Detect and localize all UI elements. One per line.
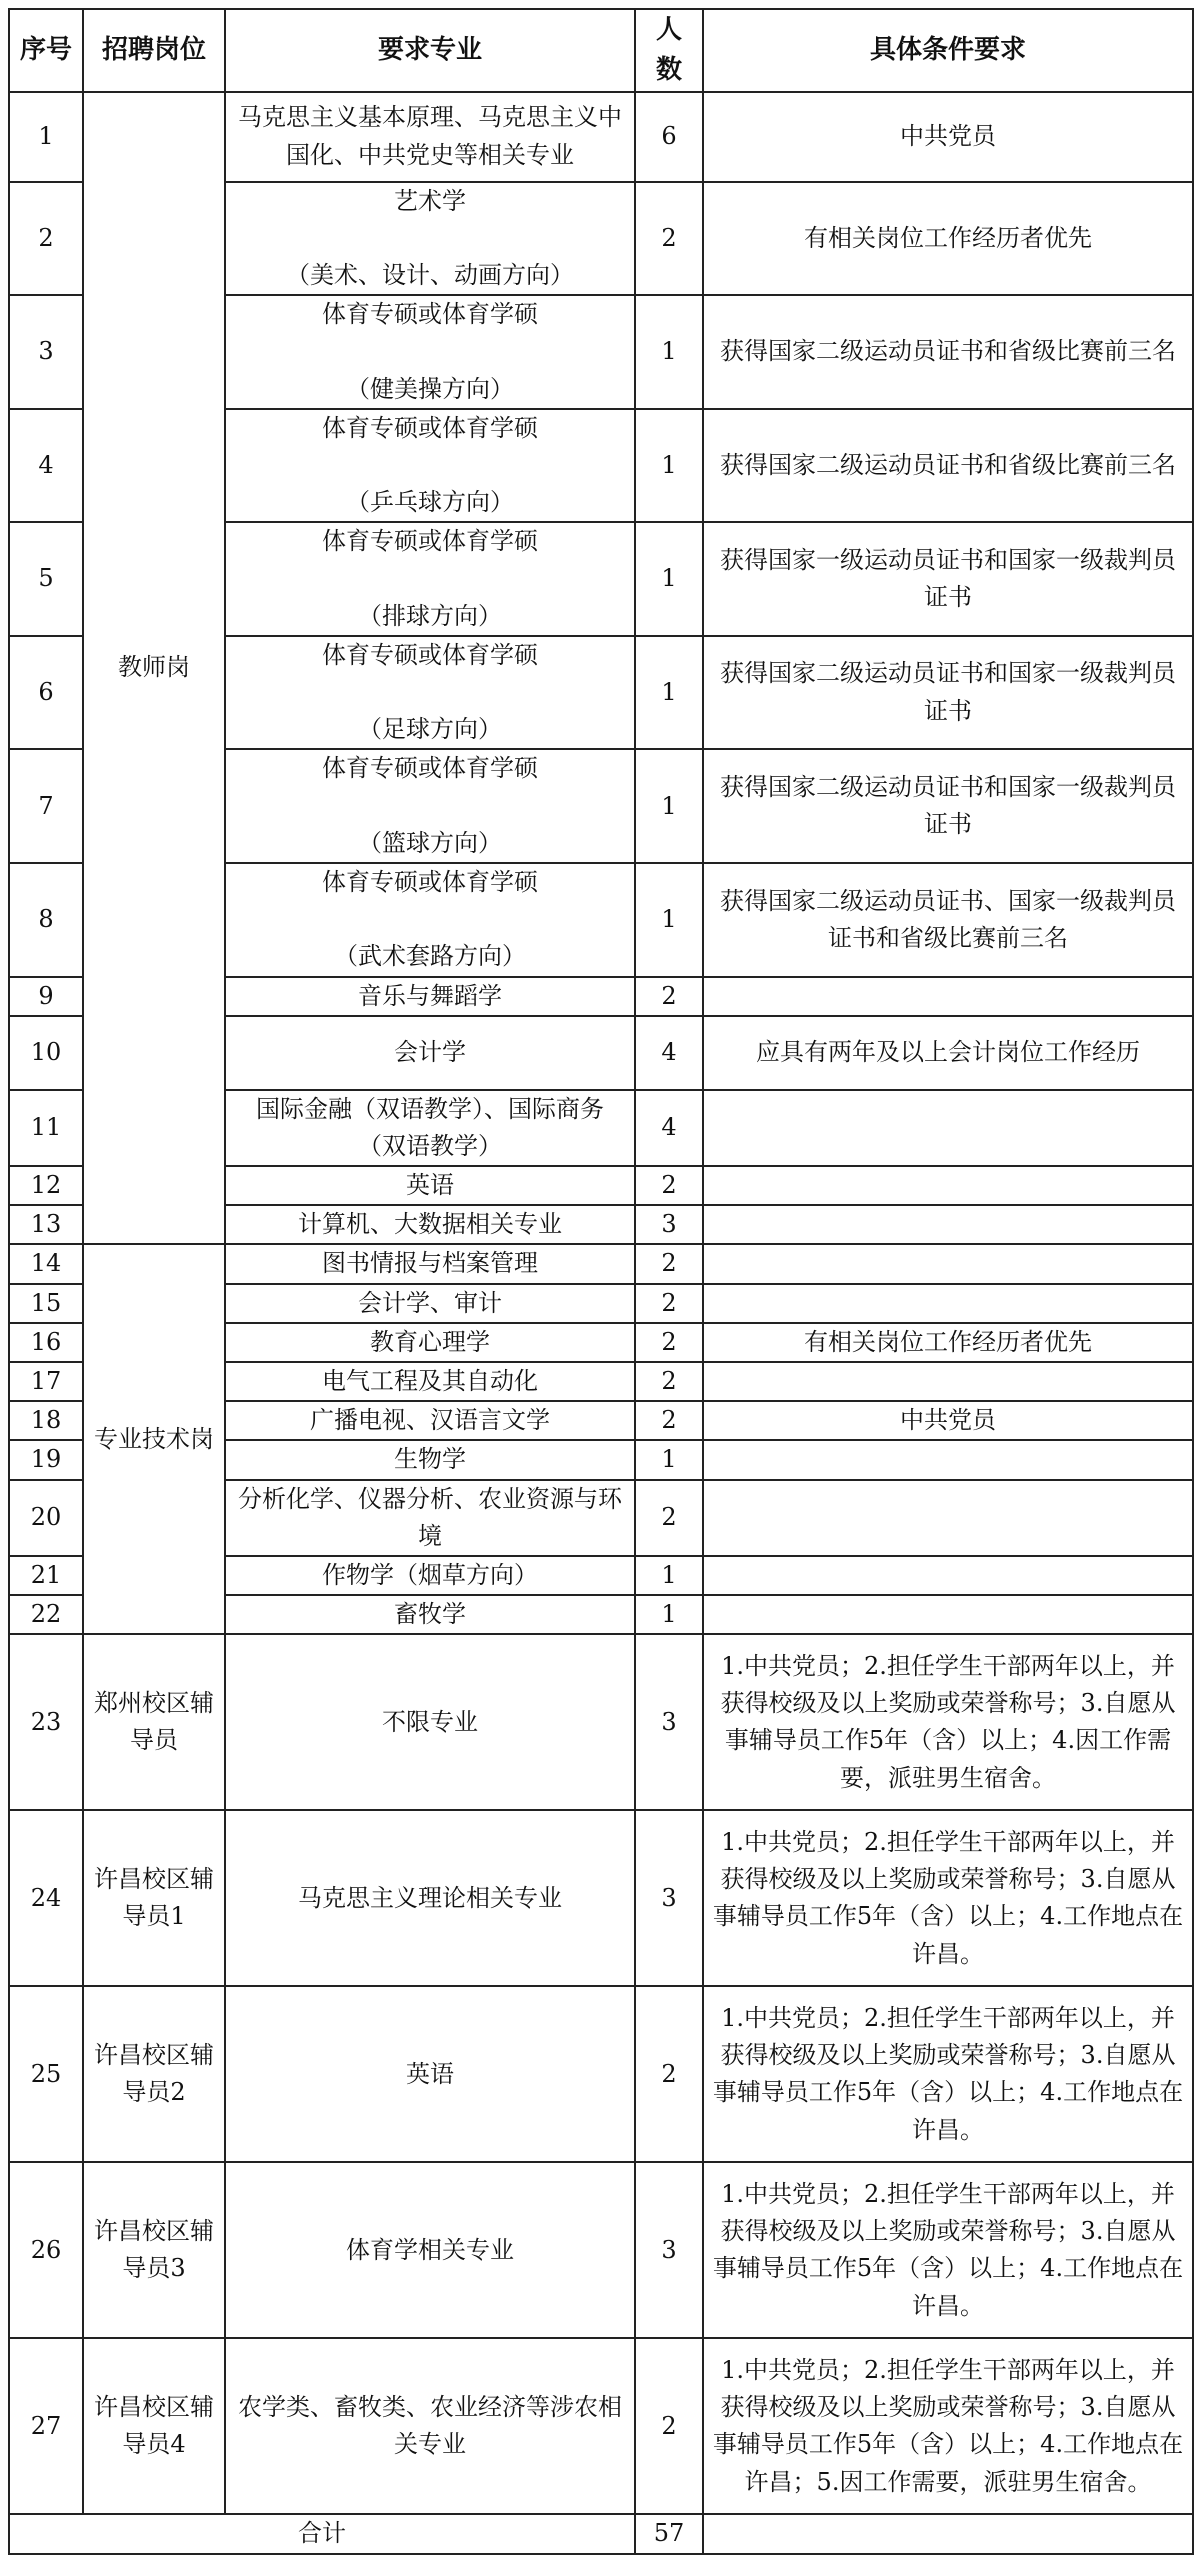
major-line: 艺术学 [394,186,466,215]
row-count: 2 [635,182,703,296]
table-row [9,1986,1193,2162]
row-conditions [703,1284,1193,1323]
major-line: 体育专硕或体育学硕 [322,300,538,329]
row-index: 19 [9,1440,83,1479]
row-major [225,636,635,750]
major-line: 马克思主义理论相关专业 [298,1883,562,1912]
major-line: 会计学 [394,1038,466,1067]
row-position: 许昌校区辅导员3 [83,2162,225,2338]
row-conditions: 有相关岗位工作经历者优先 [703,182,1193,296]
major-line: 体育专硕或体育学硕 [322,640,538,669]
row-index: 17 [9,1362,83,1401]
row-major [225,1244,635,1283]
header-major: 要求专业 [225,9,635,92]
row-major [225,1016,635,1090]
major-line: 畜牧学 [394,1600,466,1629]
major-line: 英语 [406,1171,454,1200]
major-line: 不限专业 [382,1707,478,1736]
major-line: 计算机、大数据相关专业 [298,1210,562,1239]
row-conditions: 1.中共党员；2.担任学生干部两年以上，并获得校级及以上奖励或荣誉称号；3.自愿从事辅导员工作5年（含）以上；4.工作地点在许昌。 [703,1810,1193,1986]
major-line: 体育专硕或体育学硕 [322,413,538,442]
row-conditions: 中共党员 [703,92,1193,182]
row-count: 2 [635,1166,703,1205]
table-row [9,2338,1193,2514]
major-line: （武术套路方向） [334,942,526,971]
row-count: 2 [635,977,703,1016]
row-major [225,1166,635,1205]
major-line: 马克思主义基本原理、马克思主义中国化、中共党史等相关专业 [238,103,622,169]
row-conditions [703,1362,1193,1401]
major-line: 电气工程及其自动化 [322,1367,538,1396]
row-index: 22 [9,1595,83,1634]
row-count: 2 [635,1480,703,1556]
row-position: 许昌校区辅导员1 [83,1810,225,1986]
row-count: 2 [635,2338,703,2514]
row-count: 3 [635,1205,703,1244]
header-index: 序号 [9,9,83,92]
major-line: （排球方向） [358,601,502,630]
table-row [9,1244,1193,1283]
row-index: 13 [9,1205,83,1244]
row-major [225,1440,635,1479]
row-conditions: 1.中共党员；2.担任学生干部两年以上，并获得校级及以上奖励或荣誉称号；3.自愿从事辅导员工作5年（含）以上；4.因工作需要，派驻男生宿舍。 [703,1634,1193,1810]
row-conditions: 获得国家二级运动员证书和国家一级裁判员证书 [703,636,1193,750]
row-major [225,92,635,182]
row-index: 10 [9,1016,83,1090]
row-major [225,1401,635,1440]
row-index: 25 [9,1986,83,2162]
row-index: 24 [9,1810,83,1986]
row-index: 15 [9,1284,83,1323]
major-line: 体育专硕或体育学硕 [322,867,538,896]
row-major [225,295,635,409]
row-count: 6 [635,92,703,182]
row-major [225,1284,635,1323]
row-major [225,1634,635,1810]
row-major [225,1362,635,1401]
major-line: 体育专硕或体育学硕 [322,527,538,556]
major-line: （足球方向） [358,715,502,744]
major-line: 音乐与舞蹈学 [358,981,502,1010]
major-line: （乒乓球方向） [346,488,514,517]
row-conditions: 1.中共党员；2.担任学生干部两年以上，并获得校级及以上奖励或荣誉称号；3.自愿从事辅导员工作5年（含）以上；4.工作地点在许昌；5.因工作需要，派驻男生宿舍。 [703,2338,1193,2514]
row-major [225,1205,635,1244]
group-teacher: 教师岗 [83,92,225,1245]
row-index: 2 [9,182,83,296]
row-conditions [703,1480,1193,1556]
row-index: 7 [9,749,83,863]
row-count: 2 [635,1244,703,1283]
row-conditions: 有相关岗位工作经历者优先 [703,1323,1193,1362]
row-count: 2 [635,1323,703,1362]
row-index: 1 [9,92,83,182]
row-major [225,1595,635,1634]
major-line: （美术、设计、动画方向） [286,260,574,289]
major-line: 会计学、审计 [358,1288,502,1317]
major-line: 图书情报与档案管理 [322,1249,538,1278]
row-index: 5 [9,522,83,636]
header-row [9,9,1193,92]
row-count: 1 [635,409,703,523]
major-line: 国际金融（双语教学）、国际商务（双语教学） [256,1094,604,1160]
total-count: 57 [635,2514,703,2553]
row-index: 27 [9,2338,83,2514]
row-count: 3 [635,2162,703,2338]
table-row [9,1634,1193,1810]
row-major [225,1556,635,1595]
row-major [225,749,635,863]
row-conditions: 应具有两年及以上会计岗位工作经历 [703,1016,1193,1090]
row-index: 8 [9,863,83,977]
major-line: 教育心理学 [370,1327,490,1356]
major-line: 体育专硕或体育学硕 [322,754,538,783]
row-count: 1 [635,1440,703,1479]
row-major [225,863,635,977]
row-index: 3 [9,295,83,409]
row-conditions [703,1556,1193,1595]
row-index: 20 [9,1480,83,1556]
total-label: 合计 [9,2514,635,2553]
row-count: 1 [635,1595,703,1634]
row-conditions: 1.中共党员；2.担任学生干部两年以上，并获得校级及以上奖励或荣誉称号；3.自愿从事辅导员工作5年（含）以上；4.工作地点在许昌。 [703,1986,1193,2162]
row-count: 2 [635,1401,703,1440]
header-conditions: 具体条件要求 [703,9,1193,92]
row-index: 18 [9,1401,83,1440]
major-line: 英语 [406,2059,454,2088]
row-conditions: 获得国家二级运动员证书和省级比赛前三名 [703,295,1193,409]
row-count: 1 [635,295,703,409]
row-conditions [703,1595,1193,1634]
row-conditions: 中共党员 [703,1401,1193,1440]
row-count: 3 [635,1810,703,1986]
major-line: （篮球方向） [358,828,502,857]
row-conditions: 获得国家二级运动员证书、国家一级裁判员证书和省级比赛前三名 [703,863,1193,977]
total-row [9,2514,1193,2553]
row-conditions [703,1090,1193,1166]
row-count: 1 [635,863,703,977]
row-count: 1 [635,749,703,863]
row-major [225,1323,635,1362]
major-line: （健美操方向） [346,374,514,403]
row-conditions: 1.中共党员；2.担任学生干部两年以上，并获得校级及以上奖励或荣誉称号；3.自愿从事辅导员工作5年（含）以上；4.工作地点在许昌。 [703,2162,1193,2338]
row-major [225,1090,635,1166]
row-count: 2 [635,1284,703,1323]
row-index: 12 [9,1166,83,1205]
row-index: 16 [9,1323,83,1362]
row-count: 2 [635,1986,703,2162]
row-major [225,1480,635,1556]
row-major [225,409,635,523]
row-conditions [703,977,1193,1016]
header-position: 招聘岗位 [83,9,225,92]
row-major [225,1986,635,2162]
row-count: 2 [635,1362,703,1401]
row-index: 9 [9,977,83,1016]
row-major [225,2162,635,2338]
row-major [225,2338,635,2514]
row-count: 1 [635,636,703,750]
major-line: 农学类、畜牧类、农业经济等涉农相关专业 [238,2393,622,2459]
table-row [9,92,1193,182]
row-major [225,977,635,1016]
group-tech: 专业技术岗 [83,1244,225,1634]
row-conditions [703,1205,1193,1244]
major-line: 作物学（烟草方向） [322,1560,538,1589]
row-major [225,522,635,636]
row-index: 14 [9,1244,83,1283]
row-conditions [703,1244,1193,1283]
row-index: 11 [9,1090,83,1166]
row-count: 1 [635,522,703,636]
major-line: 分析化学、仪器分析、农业资源与环境 [238,1484,622,1550]
row-count: 1 [635,1556,703,1595]
row-conditions: 获得国家二级运动员证书和国家一级裁判员证书 [703,749,1193,863]
header-count: 人数 [635,9,703,92]
row-position: 许昌校区辅导员2 [83,1986,225,2162]
table-row [9,1810,1193,1986]
row-position: 郑州校区辅导员 [83,1634,225,1810]
total-conditions [703,2514,1193,2553]
row-conditions: 获得国家二级运动员证书和省级比赛前三名 [703,409,1193,523]
row-index: 21 [9,1556,83,1595]
row-index: 23 [9,1634,83,1810]
row-conditions [703,1440,1193,1479]
row-count: 3 [635,1634,703,1810]
table-row [9,2162,1193,2338]
row-position: 许昌校区辅导员4 [83,2338,225,2514]
row-count: 4 [635,1016,703,1090]
major-line: 生物学 [394,1445,466,1474]
row-index: 6 [9,636,83,750]
major-line: 体育学相关专业 [346,2235,514,2264]
row-count: 4 [635,1090,703,1166]
recruitment-table [8,8,1194,2555]
row-major [225,182,635,296]
row-conditions: 获得国家一级运动员证书和国家一级裁判员证书 [703,522,1193,636]
row-index: 26 [9,2162,83,2338]
row-major [225,1810,635,1986]
major-line: 广播电视、汉语言文学 [310,1406,550,1435]
row-conditions [703,1166,1193,1205]
row-index: 4 [9,409,83,523]
